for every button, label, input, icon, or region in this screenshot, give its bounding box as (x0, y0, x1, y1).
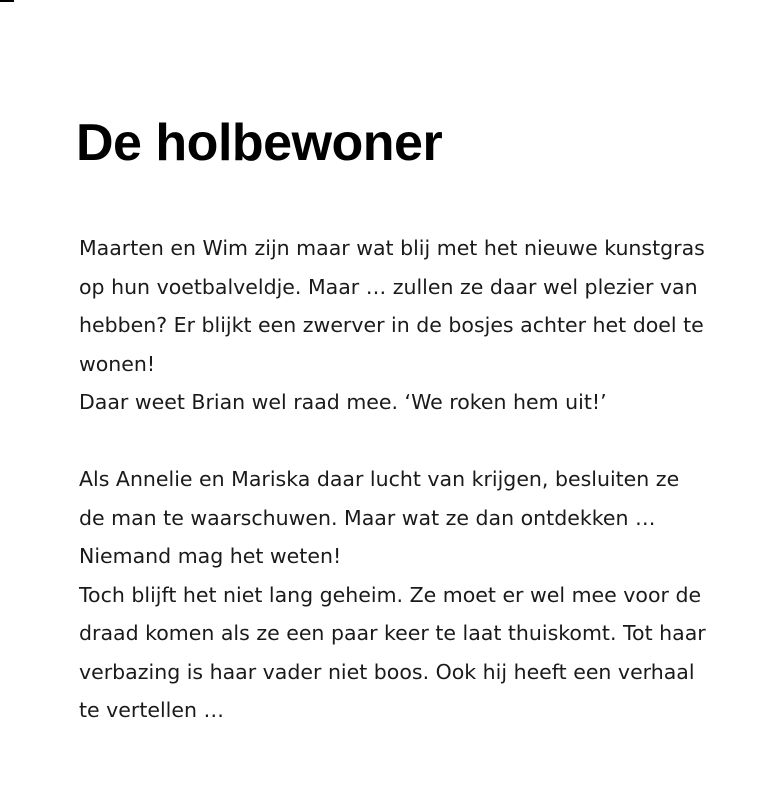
text-line: Als Annelie en Mariska daar lucht van krijgen, besluiten ze (79, 467, 680, 491)
text-line: te vertellen … (79, 698, 225, 722)
text-line: Maarten en Wim zijn maar wat blij met het nieuwe kunstgras (79, 236, 705, 260)
text-line: wonen! (79, 351, 156, 376)
page-title: De holbewoner (76, 114, 443, 172)
corner-crop-mark (0, 0, 14, 2)
text-line: Daar weet Brian wel raad mee. ‘We roken hem uit!’ (79, 390, 607, 414)
text-line: de man te waarschuwen. Maar wat ze dan ontdekken … (79, 505, 656, 530)
text-line: draad komen als ze een paar keer te laat thuiskomt. Tot haar (79, 621, 706, 645)
blurb-text (79, 229, 739, 730)
text-line: Toch blijft het niet lang geheim. Ze moet er wel mee voor de (79, 582, 702, 607)
text-line: hebben? Er blijkt een zwerver in de bosjes achter het doel te (79, 313, 704, 337)
text-line: op hun voetbalveldje. Maar … zullen ze daar wel plezier van (79, 274, 698, 299)
text-line: verbazing is haar vader niet boos. Ook hij heeft een verhaal (79, 659, 695, 684)
paragraph-2 (79, 460, 739, 730)
text-line: Niemand mag het weten! (79, 544, 342, 568)
paragraph-1 (79, 229, 739, 422)
paragraph-spacer (79, 422, 739, 461)
